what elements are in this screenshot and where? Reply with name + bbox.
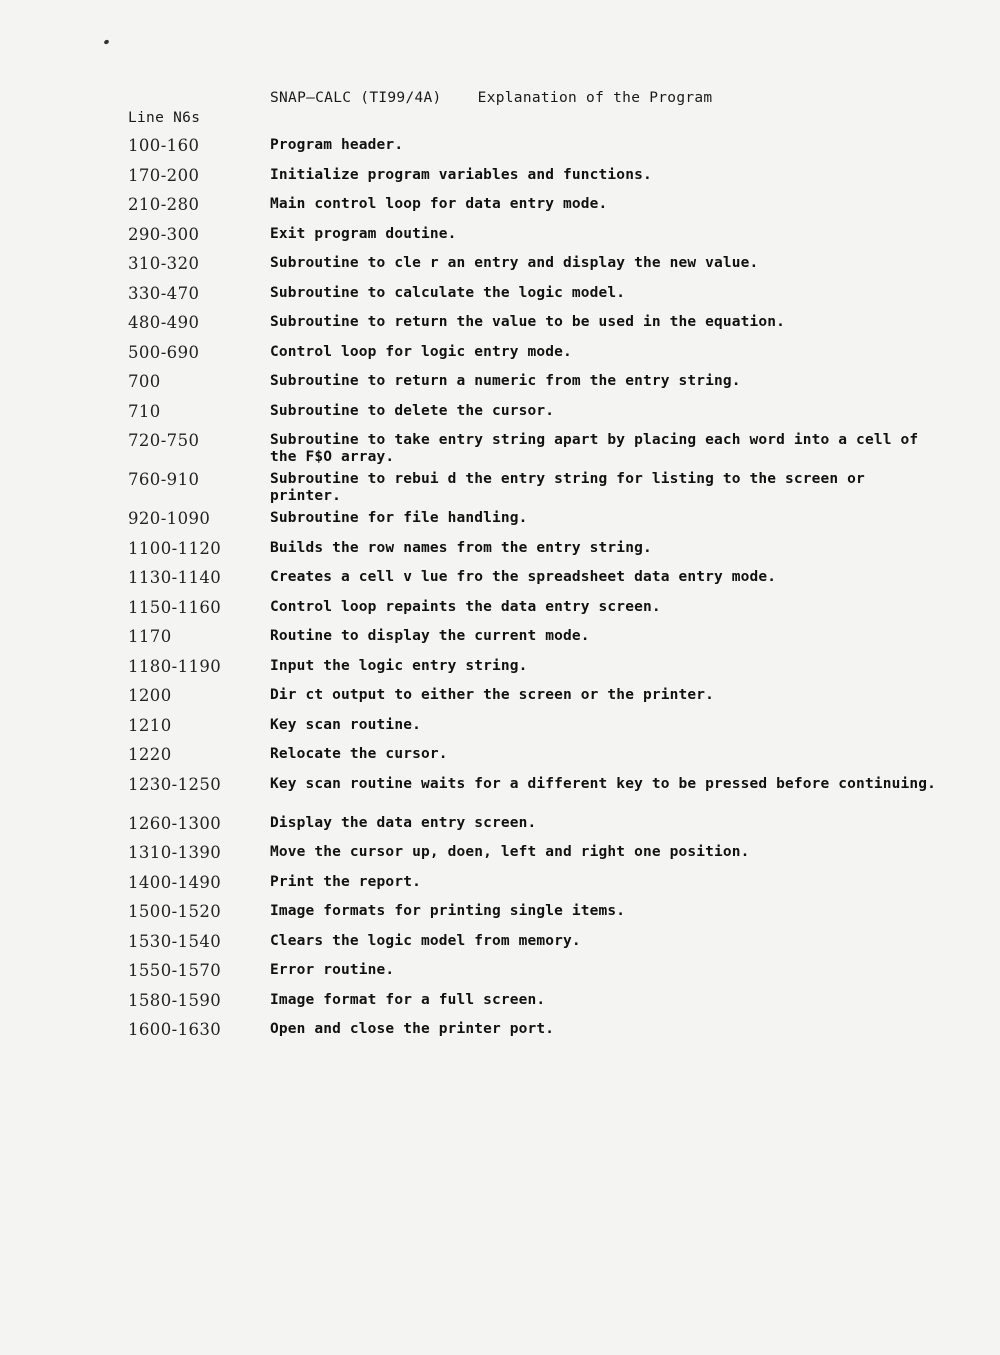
line-description: Program header.	[270, 137, 404, 153]
line-description: Subroutine to take entry string apart by placing each word into a cell of the F$O array.	[270, 432, 919, 465]
table-row	[0, 902, 1000, 932]
line-description: Routine to display the current mode.	[270, 628, 590, 644]
line-description: Clears the logic model from memory.	[270, 932, 581, 949]
table-row	[0, 657, 1000, 687]
table-row	[0, 627, 1000, 657]
line-description: Dir ct output to either the screen or the printer.	[270, 687, 714, 703]
table-row	[0, 509, 1000, 539]
table-row	[0, 745, 1000, 775]
line-description: Image format for a full screen.	[270, 991, 546, 1008]
table-row	[0, 470, 1000, 509]
line-number: 1180-1190	[128, 656, 222, 676]
table-row	[0, 843, 1000, 873]
table-row	[0, 225, 1000, 255]
line-number: 1210	[128, 715, 172, 735]
line-number: 290-300	[128, 224, 200, 244]
table-row	[0, 284, 1000, 314]
program-line-table	[0, 136, 1000, 1050]
line-description: Image formats for printing single items.	[270, 903, 626, 919]
line-description: Initialize program variables and functions.	[270, 166, 652, 183]
table-row	[0, 254, 1000, 284]
line-description: Subroutine to rebui d the entry string for listing to the screen or printer.	[270, 471, 865, 504]
line-numbers-header: Line N6s	[128, 110, 201, 126]
table-row	[0, 343, 1000, 373]
table-row	[0, 539, 1000, 569]
line-description: Move the cursor up, doen, left and right one position.	[270, 844, 750, 860]
line-number: 700	[128, 372, 161, 391]
line-description: Main control loop for data entry mode.	[270, 196, 608, 212]
line-number: 210-280	[128, 195, 200, 214]
line-number: 170-200	[128, 165, 200, 185]
line-number: 760-910	[128, 470, 200, 489]
line-description: Builds the row names from the entry string.	[270, 539, 652, 556]
line-description: Subroutine to delete the cursor.	[270, 402, 555, 419]
line-number: 330-470	[128, 283, 200, 303]
table-row	[0, 568, 1000, 598]
line-number: 1530-1540	[128, 931, 222, 951]
line-description: Control loop for logic entry mode.	[270, 343, 572, 360]
line-number: 1230-1250	[128, 774, 222, 794]
table-row	[0, 136, 1000, 166]
table-row	[0, 313, 1000, 343]
table-row	[0, 991, 1000, 1021]
table-row	[0, 598, 1000, 628]
line-description: Subroutine to cle r an entry and display the new value.	[270, 255, 759, 271]
line-description: Key scan routine waits for a different key to be pressed before continuing.	[270, 775, 936, 792]
line-number: 720-750	[128, 431, 200, 450]
line-description: Print the report.	[270, 873, 421, 890]
line-description: Subroutine to return a numeric from the entry string.	[270, 373, 741, 389]
line-number: 1580-1590	[128, 990, 222, 1010]
line-number: 1150-1160	[128, 597, 222, 617]
line-description: Subroutine to calculate the logic model.	[270, 284, 626, 301]
line-description: Display the data entry screen.	[270, 814, 537, 831]
table-row	[0, 431, 1000, 470]
ink-speck	[103, 39, 109, 45]
table-row	[0, 716, 1000, 746]
line-description: Subroutine for file handling.	[270, 510, 528, 526]
line-number: 1500-1520	[128, 902, 222, 921]
line-number: 920-1090	[128, 509, 211, 528]
line-number: 1100-1120	[128, 538, 222, 558]
line-description: Open and close the printer port.	[270, 1021, 555, 1037]
table-row	[0, 402, 1000, 432]
table-row	[0, 814, 1000, 844]
line-number: 100-160	[128, 136, 200, 155]
line-number: 1550-1570	[128, 961, 222, 980]
line-description: Creates a cell v lue fro the spreadsheet data entry mode.	[270, 569, 777, 585]
line-number: 1220	[128, 745, 172, 764]
line-number: 1400-1490	[128, 872, 222, 892]
line-number: 1310-1390	[128, 843, 222, 862]
table-row	[0, 775, 1000, 814]
line-description: Relocate the cursor.	[270, 746, 448, 762]
table-row	[0, 372, 1000, 402]
line-number: 310-320	[128, 254, 200, 273]
table-row	[0, 686, 1000, 716]
line-number: 480-490	[128, 313, 200, 332]
line-description: Key scan routine.	[270, 716, 421, 733]
line-number: 500-690	[128, 342, 200, 362]
line-description: Subroutine to return the value to be used in the equation.	[270, 314, 786, 330]
line-number: 1130-1140	[128, 568, 222, 587]
line-description: Input the logic entry string.	[270, 657, 528, 674]
table-row	[0, 195, 1000, 225]
document-title: SNAP—CALC (TI99/4A) Explanation of the Program	[270, 90, 713, 106]
table-row	[0, 961, 1000, 991]
line-number: 1200	[128, 686, 172, 705]
table-row	[0, 1020, 1000, 1050]
line-number: 710	[128, 401, 161, 421]
table-row	[0, 873, 1000, 903]
line-number: 1170	[128, 627, 172, 646]
table-row	[0, 166, 1000, 196]
table-row	[0, 932, 1000, 962]
line-description: Control loop repaints the data entry screen.	[270, 598, 661, 615]
line-description: Error routine.	[270, 962, 395, 978]
line-number: 1600-1630	[128, 1020, 222, 1039]
line-number: 1260-1300	[128, 813, 222, 833]
line-description: Exit program doutine.	[270, 225, 457, 242]
